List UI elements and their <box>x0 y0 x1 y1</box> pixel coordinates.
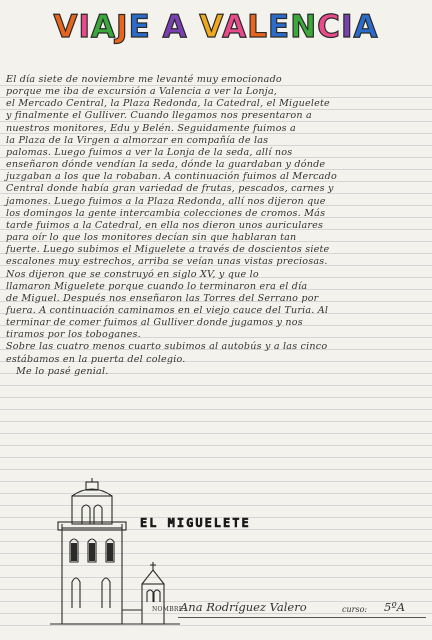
title-letter: E <box>268 9 291 45</box>
essay-line: Central donde había gran variedad de frutas, pescados, carnes y <box>6 183 334 195</box>
title-letter: J <box>116 9 129 45</box>
essay-line: y finalmente el Gulliver. Cuando llegamos nos presentaron a <box>6 110 312 122</box>
essay-line: los domingos la gente intercambia colecciones de cromos. Más <box>6 207 326 219</box>
essay-line: fuera. A continuación caminamos en el viejo cauce del Turia. Al <box>6 304 329 316</box>
title-letter: A <box>222 9 248 45</box>
essay-text <box>6 74 426 378</box>
course-label: curso: <box>342 605 368 614</box>
name-underline <box>178 617 426 618</box>
name-field <box>152 600 428 620</box>
essay-line: estábamos en la puerta del colegio. <box>6 353 186 365</box>
title-letter: V <box>53 9 79 45</box>
essay-line: tarde fuimos a la Catedral, en ella nos dieron unos auriculares <box>6 219 324 231</box>
essay-line: jamones. Luego fuimos a la Plaza Redonda, allí nos dijeron que <box>6 195 326 207</box>
title-letter: L <box>247 9 269 45</box>
name-label: NOMBRE: <box>152 606 186 613</box>
essay-line: Nos dijeron que se construyó en siglo XV, y que lo <box>6 268 259 280</box>
page-title <box>0 2 432 52</box>
title-letter: A <box>91 9 117 45</box>
essay-line: de Miguel. Después nos enseñaron las Torres del Serrano por <box>6 292 319 304</box>
title-letter: I <box>78 9 92 45</box>
title-letter <box>188 9 200 45</box>
title-letter: I <box>340 9 354 45</box>
essay-line: Me lo pasé genial. <box>16 365 109 377</box>
title-letter: N <box>290 9 318 45</box>
essay-line: porque me iba de excursión a Valencia a ver la Lonja, <box>6 86 278 98</box>
essay-line: el Mercado Central, la Plaza Redonda, la Catedral, el Miguelete <box>6 98 330 110</box>
title-letter: C <box>317 9 341 45</box>
essay-line: El día siete de noviembre me levanté muy emocionado <box>6 74 282 85</box>
essay-line: fuerte. Luego subimos el Miguelete a través de doscientos siete <box>6 244 330 256</box>
student-name: Ana Rodríguez Valero <box>180 600 307 614</box>
title-letter: V <box>199 9 223 45</box>
essay-line: escalones muy estrechos, arriba se veían unas vistas preciosas. <box>6 256 328 268</box>
essay-line: la Plaza de la Virgen a almorzar en compañía de las <box>6 134 269 146</box>
title-letter <box>151 9 163 45</box>
essay-line: llamaron Miguelete porque cuando lo terminaron era el día <box>6 280 308 292</box>
drawing-caption: EL MIGUELETE <box>140 516 251 530</box>
essay-line: palomas. Luego fuimos a ver la Lonja de la seda, allí nos <box>6 146 293 158</box>
course-value: 5ºA <box>384 600 406 614</box>
essay-line: Sobre las cuatro menos cuarto subimos al autobús y a las cinco <box>6 341 328 353</box>
essay-line: tiramos por los toboganes. <box>6 329 141 341</box>
title-letter: A <box>162 9 188 45</box>
essay-line: terminar de comer fuimos al Gulliver donde jugamos y nos <box>6 317 303 329</box>
essay-line: nuestros monitores, Edu y Belén. Seguidamente fuimos a <box>6 122 296 134</box>
essay-line: para oír lo que los monitores decían sin que hablaran tan <box>6 232 297 244</box>
title-letter: E <box>128 9 151 45</box>
essay-line: enseñaron dónde vendían la seda, dónde la guardaban y dónde <box>6 159 326 171</box>
essay-line: juzgaban a los que la robaban. A continuación fuimos al Mercado <box>6 171 337 183</box>
title-letter: A <box>353 9 379 45</box>
